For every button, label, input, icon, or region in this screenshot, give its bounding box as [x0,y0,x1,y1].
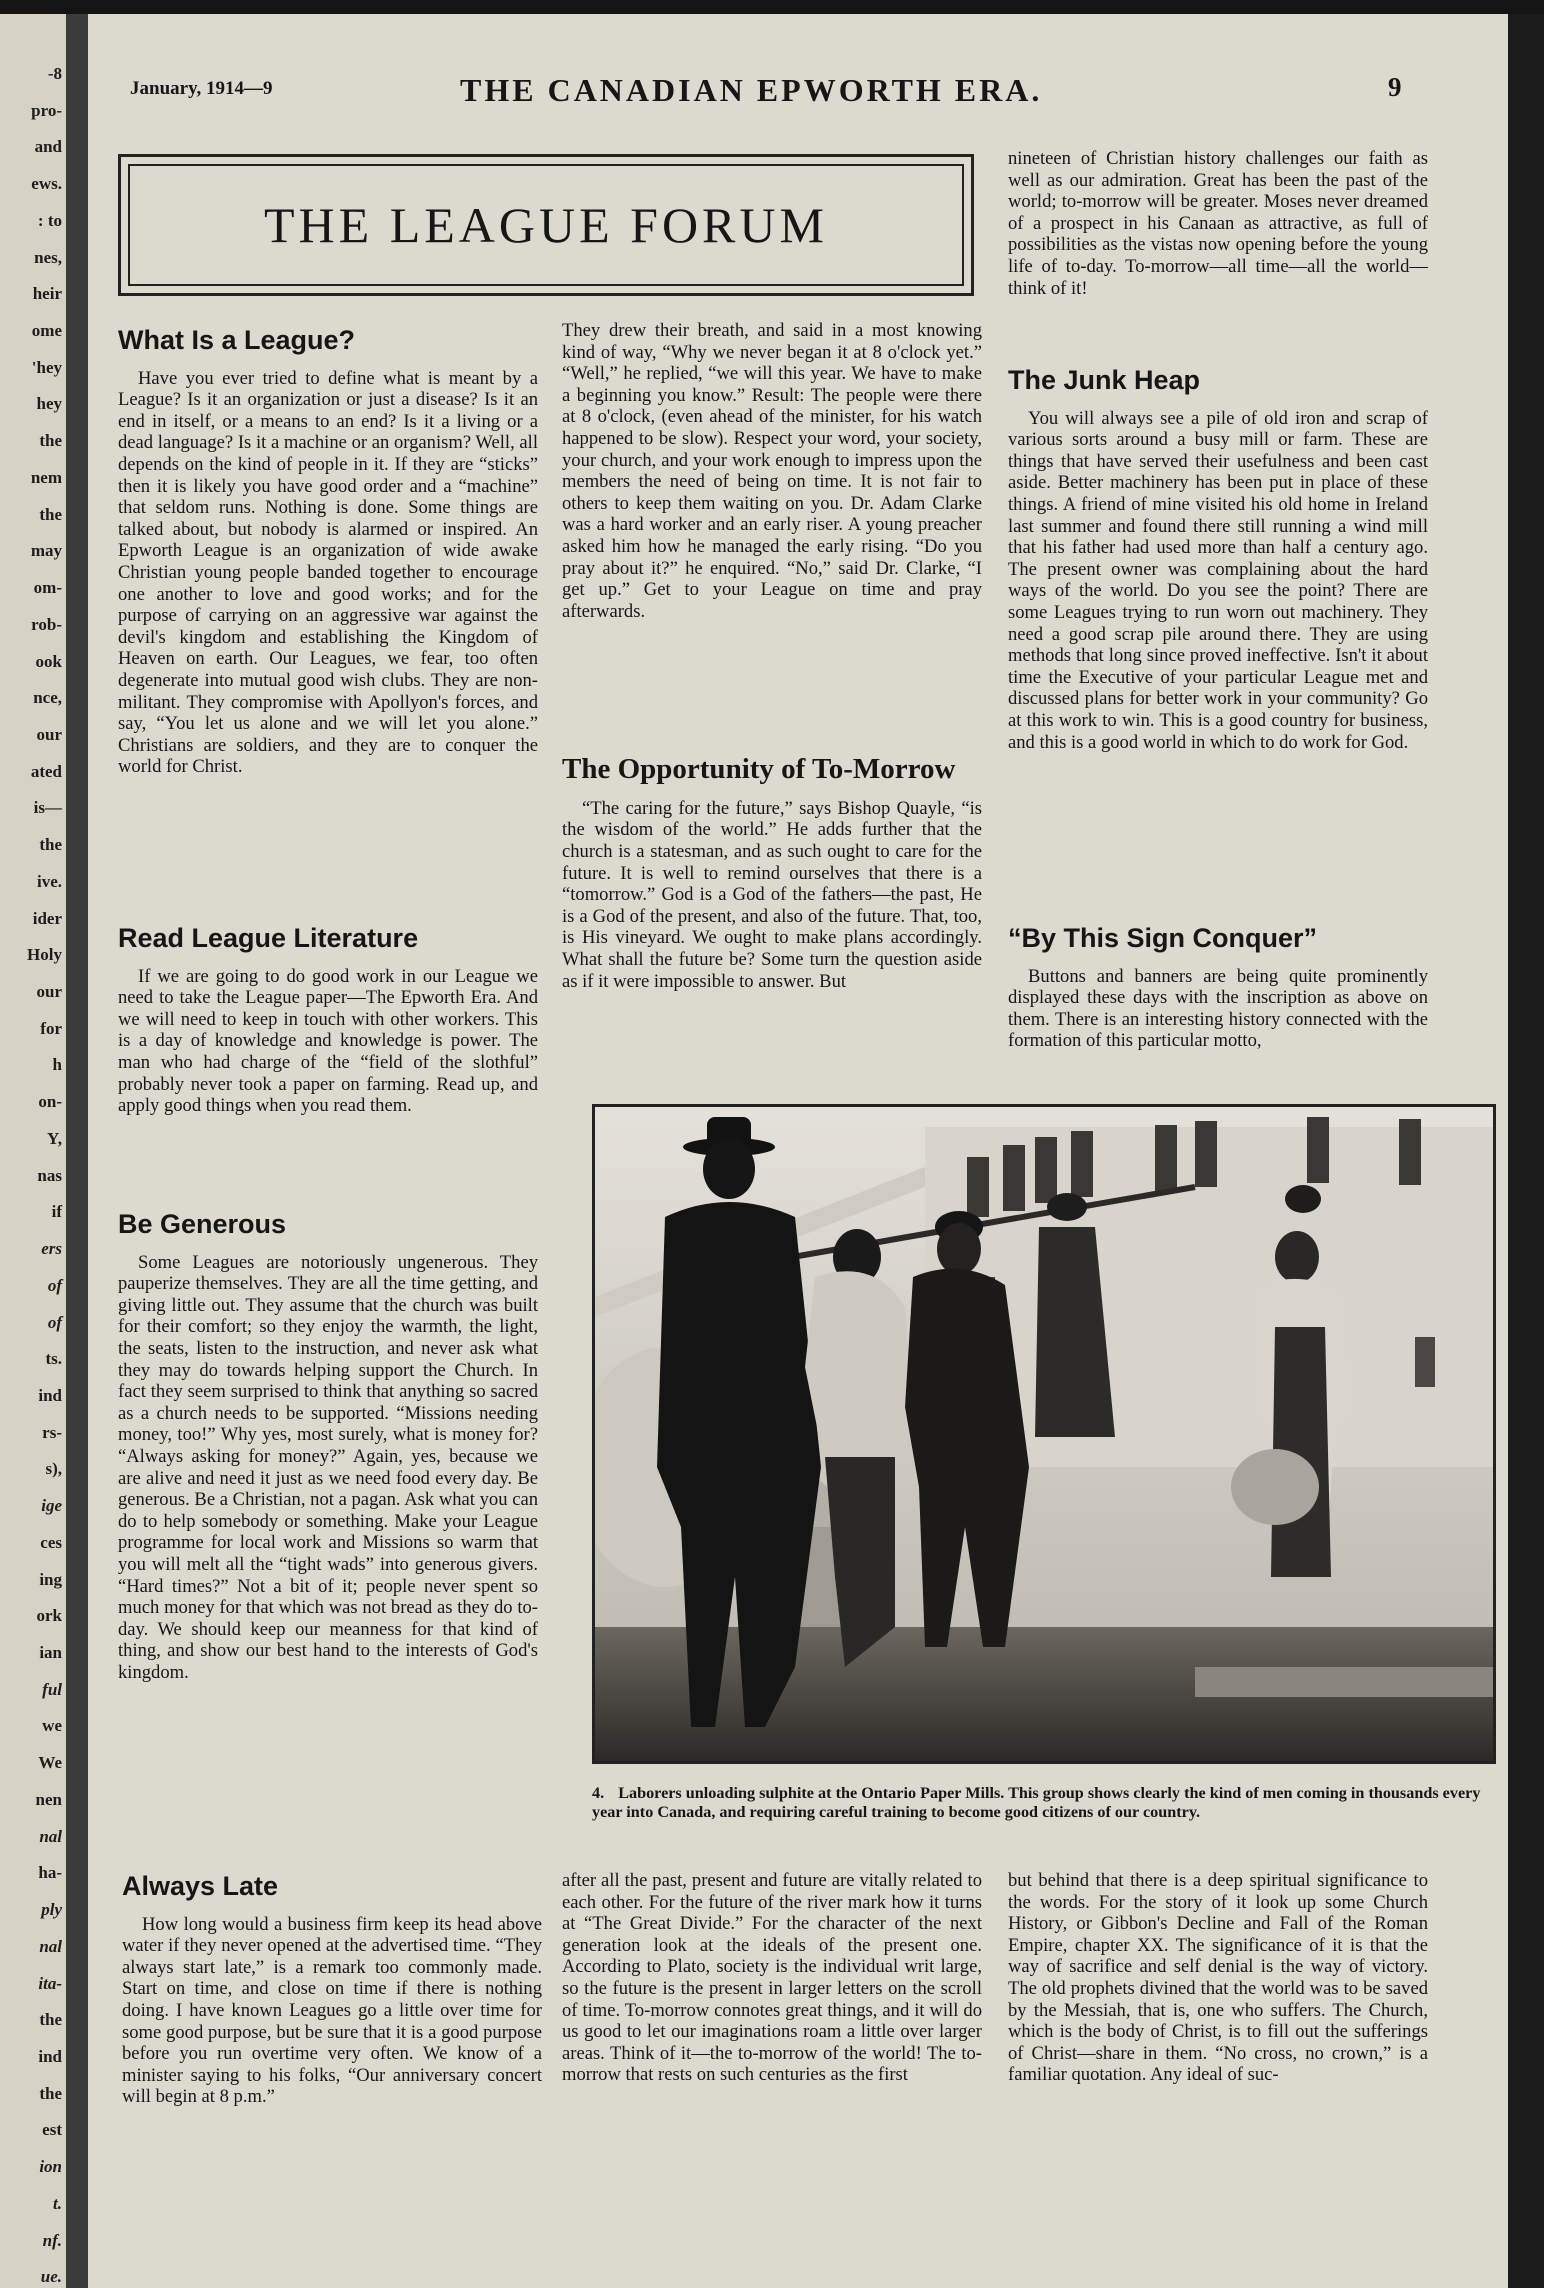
adjacent-page-fragment: ome [31,321,62,341]
adjacent-page-fragment: We [38,1753,62,1773]
adjacent-page-fragment: ful [42,1679,62,1699]
caption-number: 4. [592,1784,605,1802]
column-2-opportunity [562,754,982,992]
article-what-is-a-league: Have you ever tried to define what is meant by a League? Is it an organization or just a disease? Is it an end in itself, or a means to an end? Is it a living or a dead language? Is it a machine or an organism? Well, all depends on the kind of people in it. If they are “sticks” then it is likely you have good order and a “machine” that seldom runs. Nothing is done. Some things are talked about, but nobody is alarmed or inspired. An Epworth League is an organization of wide awake Christian young people banded together to encourage one another to love and good works; and for the purpose of carrying on an aggressive war against the devil's kingdom and establishing the Kingdom of Heaven on earth. Our Leagues, we fear, too often degenerate into mutual good wish clubs. They are non-militant. They compromise with Apollyon's forces, and say, “You let us alone and we will let you alone.” Christians are soldiers, and they are to conquer the world for Christ. [118,367,538,778]
adjacent-page-fragment: of [47,1275,62,1295]
adjacent-page-fragment: nce, [33,688,62,708]
adjacent-page-fragment: nf. [42,2230,62,2250]
section-title-box [118,154,974,296]
adjacent-page-fragment: ige [41,1496,62,1516]
article-read-league-literature: If we are going to do good work in our League we need to take the League paper—The Epworth Era. And we will need to keep in touch with other workers. This is a day of knowledge and knowledge is power. The man who had charge of the “field of the slothful” probably never took a paper on farming. Read up, and apply good things when you read them. [118,965,538,1117]
adjacent-page-fragment: if [51,1202,62,1222]
adjacent-page-fragment: of [47,1312,62,1332]
adjacent-page-fragment: for [40,1018,62,1038]
adjacent-page-fragment: Y, [47,1128,62,1148]
adjacent-page-fragment: is— [33,798,62,818]
scan-border-top [0,0,1544,14]
adjacent-page-fragment: the [39,504,62,524]
header-title: THE CANADIAN EPWORTH ERA. [460,72,1043,108]
column-3-junk-heap [1008,366,1428,753]
adjacent-page-fragment: ated [30,761,62,781]
column-2-bottom [562,1870,982,2086]
adjacent-page-fragment: the [39,835,62,855]
adjacent-page-fragment: the [39,431,62,451]
adjacent-page-fragment: : to [37,210,62,230]
adjacent-page-fragment: the [39,2083,62,2103]
adjacent-page-fragment: nas [37,1165,62,1185]
column-1-top [118,326,538,778]
article-always-late-continued: They drew their breath, and said in a most knowing kind of way, “Why we never began it at 8 o'clock yet.” “Well,” he replied, “we will this year. We have to make a beginning you know.” Result: The people were there at 8 o'clock, (even ahead of the minister, for his watch happened to be slow). Respect your word, your society, your church, and your work enough to impress upon the members the need of being on time. It is not fair to others to keep them waiting on you. Dr. Adam Clarke was a hard worker and an early riser. A young preacher asked him how he managed the early rising. “Do you pray about it?” he enquired. “No,” said Dr. Clarke, “I get up.” Get to your League on time and pray afterwards. [562,320,982,622]
photo-laborers [592,1104,1496,1764]
header-date: January, 1914—9 [130,78,273,99]
article-by-this-sign-conquer: Buttons and banners are being quite prominently displayed these days with the inscription as above on them. There is an interesting history connected with the formation of this particular motto, [1008,965,1428,1052]
adjacent-page-fragment: and [34,137,62,157]
adjacent-page-fragment: ers [41,1239,62,1259]
adjacent-page-fragment: ion [39,2157,62,2177]
column-3-top [1008,148,1428,299]
scan-border-right [1508,14,1544,2288]
caption-text: Laborers unloading sulphite at the Ontario Paper Mills. This group shows clearly the kind of men coming in thousands every year into Canada, and requiring careful training to become good citizens of our country. [592,1784,1481,1821]
adjacent-page-fragment: ive. [36,871,62,891]
binding-gutter [66,14,88,2288]
column-1-generous [118,1210,538,1684]
heading-opportunity-of-tomorrow: The Opportunity of To-Morrow [562,753,956,785]
heading-be-generous: Be Generous [118,1209,287,1239]
column-2-top [562,320,982,622]
adjacent-page-fragment: ind [38,1385,62,1405]
adjacent-page-fragment: ts. [45,1349,62,1369]
photo-caption [592,1784,1496,1822]
adjacent-page-fragment: nes, [34,247,62,267]
adjacent-page-fragment: nal [39,1826,62,1846]
heading-by-this-sign-conquer: “By This Sign Conquer” [1008,923,1318,953]
adjacent-page-fragment: nal [39,1936,62,1956]
adjacent-page-fragment: ews. [31,174,62,194]
adjacent-page-fragment: ook [35,651,62,671]
article-opportunity-of-tomorrow: “The caring for the future,” says Bishop Quayle, “is the wisdom of the world.” He adds further that the church is a statesman, and as such ought to care for the future. It is well to remind ourselves that there is a “tomorrow.” God is a God of the fathers—the past, He is a God of the present, and also of the future. That, too, is His vineyard. We ought to make plans accordingly. What shall the future be? Some turn the question aside as if it were impossible to answer. But [562,797,982,992]
adjacent-page-fragment: may [30,541,62,561]
adjacent-page-fragment: ita- [38,1973,62,1993]
photo-image [595,1107,1493,1761]
adjacent-page-fragment: heir [32,284,62,304]
adjacent-page-fragment: ind [38,2046,62,2066]
heading-always-late: Always Late [122,1871,279,1901]
adjacent-page-fragment: the [39,2010,62,2030]
adjacent-page-fragment: h [52,1055,62,1075]
article-this-sign-continued: but behind that there is a deep spiritual significance to the words. For the story of it look up some Church History, or Gibbon's Decline and Fall of the Roman Empire, chapter XX. The significance of it is that the way of sacrifice and self denial is the way of victory. The old prophets divined that the world was to be saved by the Messiah, that is, one who suffers. The Church, which is the body of Christ, is to fill out the sufferings of Christ—share in them. “No cross, no crown,” is a familiar quotation. Any ideal of suc- [1008,1870,1428,2086]
article-junk-heap: You will always see a pile of old iron and scrap of various sorts around a busy mill or farm. These are things that have served their usefulness and been cast aside. Better machinery has been put in place of these things. A friend of mine visited his old home in Ireland last summer and found there still running a wind mill that his father had used more than half a century ago. The present owner was complaining about the hard ways of the world. Do you see the point? There are some Leagues trying to run worn out machinery. They need a good scrap pile around there. They are using methods that long since proved ineffective. Isn't it about time the Executive of your particular League met and discussed plans for better work in your community? Go at this work to win. This is a good country for business, and this is a good world in which to do work for God. [1008,407,1428,753]
adjacent-page-fragment: s), [45,1459,62,1479]
adjacent-page-fragment: rob- [31,614,62,634]
adjacent-page-fragment: our [36,982,62,1002]
column-1-late [122,1872,542,2108]
adjacent-page-fragment: ply [41,1900,62,1920]
adjacent-page-fragment: om- [33,578,62,598]
adjacent-page-fragment: pro- [31,100,62,120]
adjacent-page-fragment: ces [40,1532,62,1552]
heading-what-is-a-league: What Is a League? [118,325,356,355]
adjacent-page-fragment: ider [32,908,62,928]
heading-junk-heap: The Junk Heap [1008,365,1201,395]
adjacent-page-fragment: ing [39,1569,62,1589]
adjacent-page-fragment: ue. [40,2267,62,2287]
heading-read-league-literature: Read League Literature [118,923,419,953]
adjacent-page-fragment: our [36,724,62,744]
column-3-this-sign [1008,924,1428,1052]
magazine-page [88,14,1508,2288]
adjacent-page-fragment: Holy [27,945,62,965]
adjacent-page-fragment: we [42,1716,62,1736]
adjacent-page-fragment: ork [36,1606,62,1626]
adjacent-page-fragment: -8 [47,64,62,83]
adjacent-page-fragment: t. [53,2193,62,2213]
adjacent-page-fragment: on- [38,1092,62,1112]
adjacent-page-fragment: est [42,2120,62,2140]
column-3-bottom [1008,1870,1428,2086]
section-title: THE LEAGUE FORUM [264,197,828,253]
adjacent-page-fragment: 'hey [31,357,62,377]
adjacent-page-fragment: nen [35,1789,62,1809]
adjacent-page-fragment: rs- [42,1422,62,1442]
adjacent-page-fragment: nem [30,467,62,487]
page-number: 9 [1388,72,1402,102]
article-always-late: How long would a business firm keep its head above water if they never opened at the advertised time. “They always start late,” is a remark too commonly made. Start on time, and close on time if there is nothing doing. I have known Leagues go a little over time for some good purpose, but be sure that it is a good purpose before you run overtime very often. We know of a minister saying to his folks, “Our anniversary concert will begin at 8 p.m.” [122,1913,542,2108]
column-1-literature [118,924,538,1117]
adjacent-page-fragment: ian [39,1643,62,1663]
adjacent-page-fragment: hey [36,394,62,414]
adjacent-page-fragment: ha- [38,1863,62,1883]
adjacent-page-edge [0,14,66,2288]
article-be-generous: Some Leagues are notoriously ungenerous. They pauperize themselves. They are all the time getting, and giving little out. They assume that the church was built for their comfort; so they enjoy the warmth, the light, the seats, listen to the instruction, and never ask what they may do towards helping support the Church. In fact they seem surprised to think that anything so sacred as a church needs to be supported. “Missions needing money, too!” Why yes, most surely, what is money for? “Always asking for money?” Again, yes, because we are alive and need it just as we need food every day. Be generous. Be a Christian, not a pagan. Ask what you can do to help somebody or something. Make your League programme for local work and Missions so warm that you will melt all the “tight wads” into generous givers. “Hard times?” Not a bit of it; people never spent so much money for that which was not bread as they do to-day. We should keep our meanness for that kind of thing, and show our best hand to the interests of God's kingdom. [118,1251,538,1683]
article-opportunity-continued: after all the past, present and future are vitally related to each other. For the future of the river mark how it turns at “The Great Divide.” For the character of the next generation look at the ideals of the present one. According to Plato, society is the individual writ large, so the future is the present in larger letters on the scroll of time. To-morrow connotes great things, and it will do us good to let our imaginations roam a little over larger areas. Think of it—the to-morrow of the world! The to-morrow that rests on such centuries as the first [562,1870,982,2086]
article-opportunity-end: nineteen of Christian history challenges our faith as well as our admiration. Great has been the past of the world; to-morrow will be greater. Moses never dreamed of a prospect in his Canaan as attractive, as full of possibilities as the vistas now opening before the young life of to-day. To-morrow—all time—all the world—think of it! [1008,148,1428,299]
